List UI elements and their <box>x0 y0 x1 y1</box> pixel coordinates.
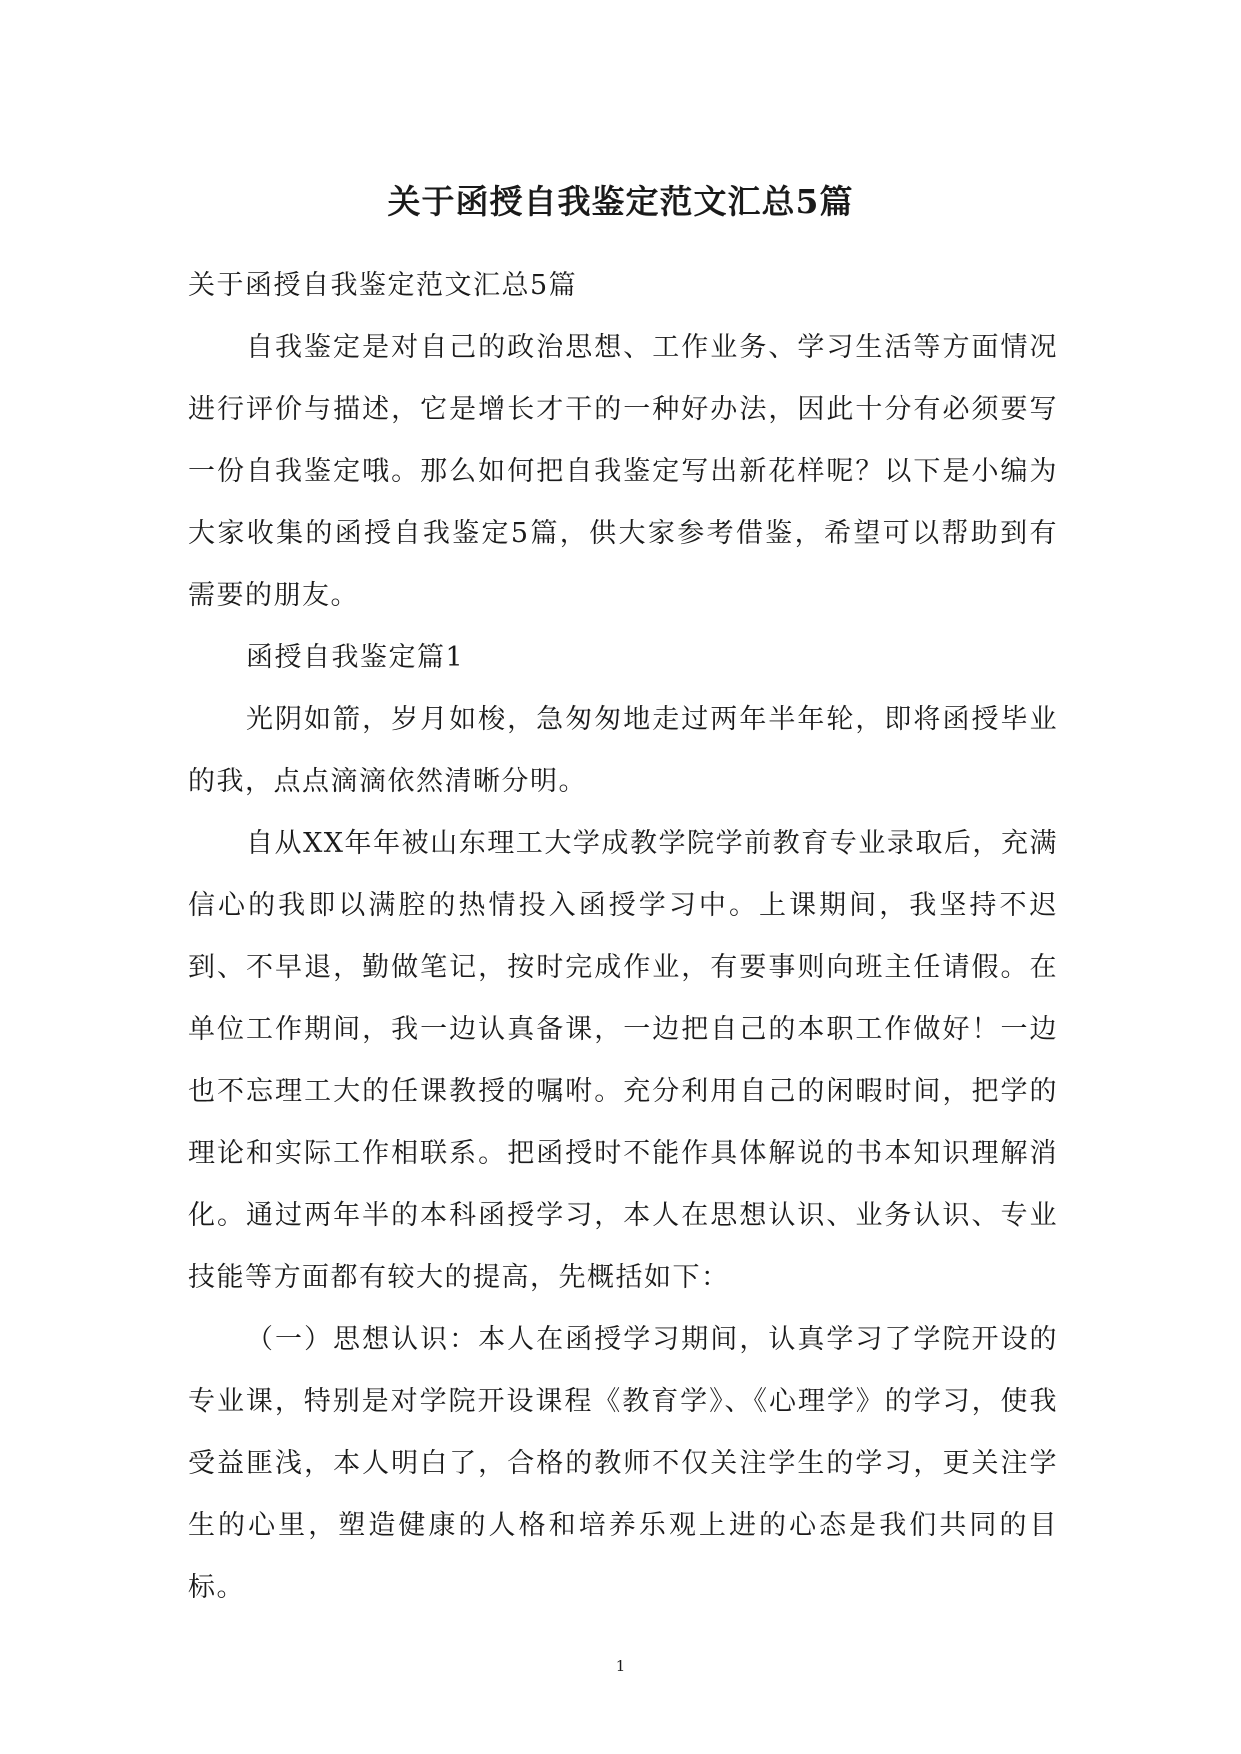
document-body <box>188 255 1058 1619</box>
intro-paragraph: 自我鉴定是对自己的政治思想、工作业务、学习生活等方面情况进行评价与描述，它是增长才干的一种好办法，因此十分有必须要写一份自我鉴定哦。那么如何把自我鉴定写出新花样呢？以下是小编为大家收集的函授自我鉴定5篇，供大家参考借鉴，希望可以帮助到有需要的朋友。 <box>188 332 1058 611</box>
page-number: 1 <box>615 1657 626 1675</box>
body-paragraph: （一）思想认识：本人在函授学习期间，认真学习了学院开设的专业课，特别是对学院开设课程《教育学》、《心理学》的学习，使我受益匪浅，本人明白了，合格的教师不仅关注学生的学习，更关注学生的心里，塑造健康的人格和培养乐观上进的心态是我们共同的目标。 <box>188 1324 1058 1603</box>
subtitle-paragraph: 关于函授自我鉴定范文汇总5篇 <box>188 270 578 301</box>
body-paragraph: 自从XX年年被山东理工大学成教学院学前教育专业录取后，充满信心的我即以满腔的热情投入函授学习中。上课期间，我坚持不迟到、不早退，勤做笔记，按时完成作业，有要事则向班主任请假。在单位工作期间，我一边认真备课，一边把自己的本职工作做好！一边也不忘理工大的任课教授的嘱咐。充分利用自己的闲暇时间，把学的理论和实际工作相联系。把函授时不能作具体解说的书本知识理解消化。通过两年半的本科函授学习，本人在思想认识、业务认识、专业技能等方面都有较大的提高，先概括如下： <box>188 828 1058 1293</box>
body-paragraph: 光阴如箭，岁月如梭，急匆匆地走过两年半年轮，即将函授毕业的我，点点滴滴依然清晰分明。 <box>188 704 1058 797</box>
document-title: 关于函授自我鉴定范文汇总5篇 <box>387 182 854 221</box>
section-heading: 函授自我鉴定篇1 <box>246 642 465 673</box>
